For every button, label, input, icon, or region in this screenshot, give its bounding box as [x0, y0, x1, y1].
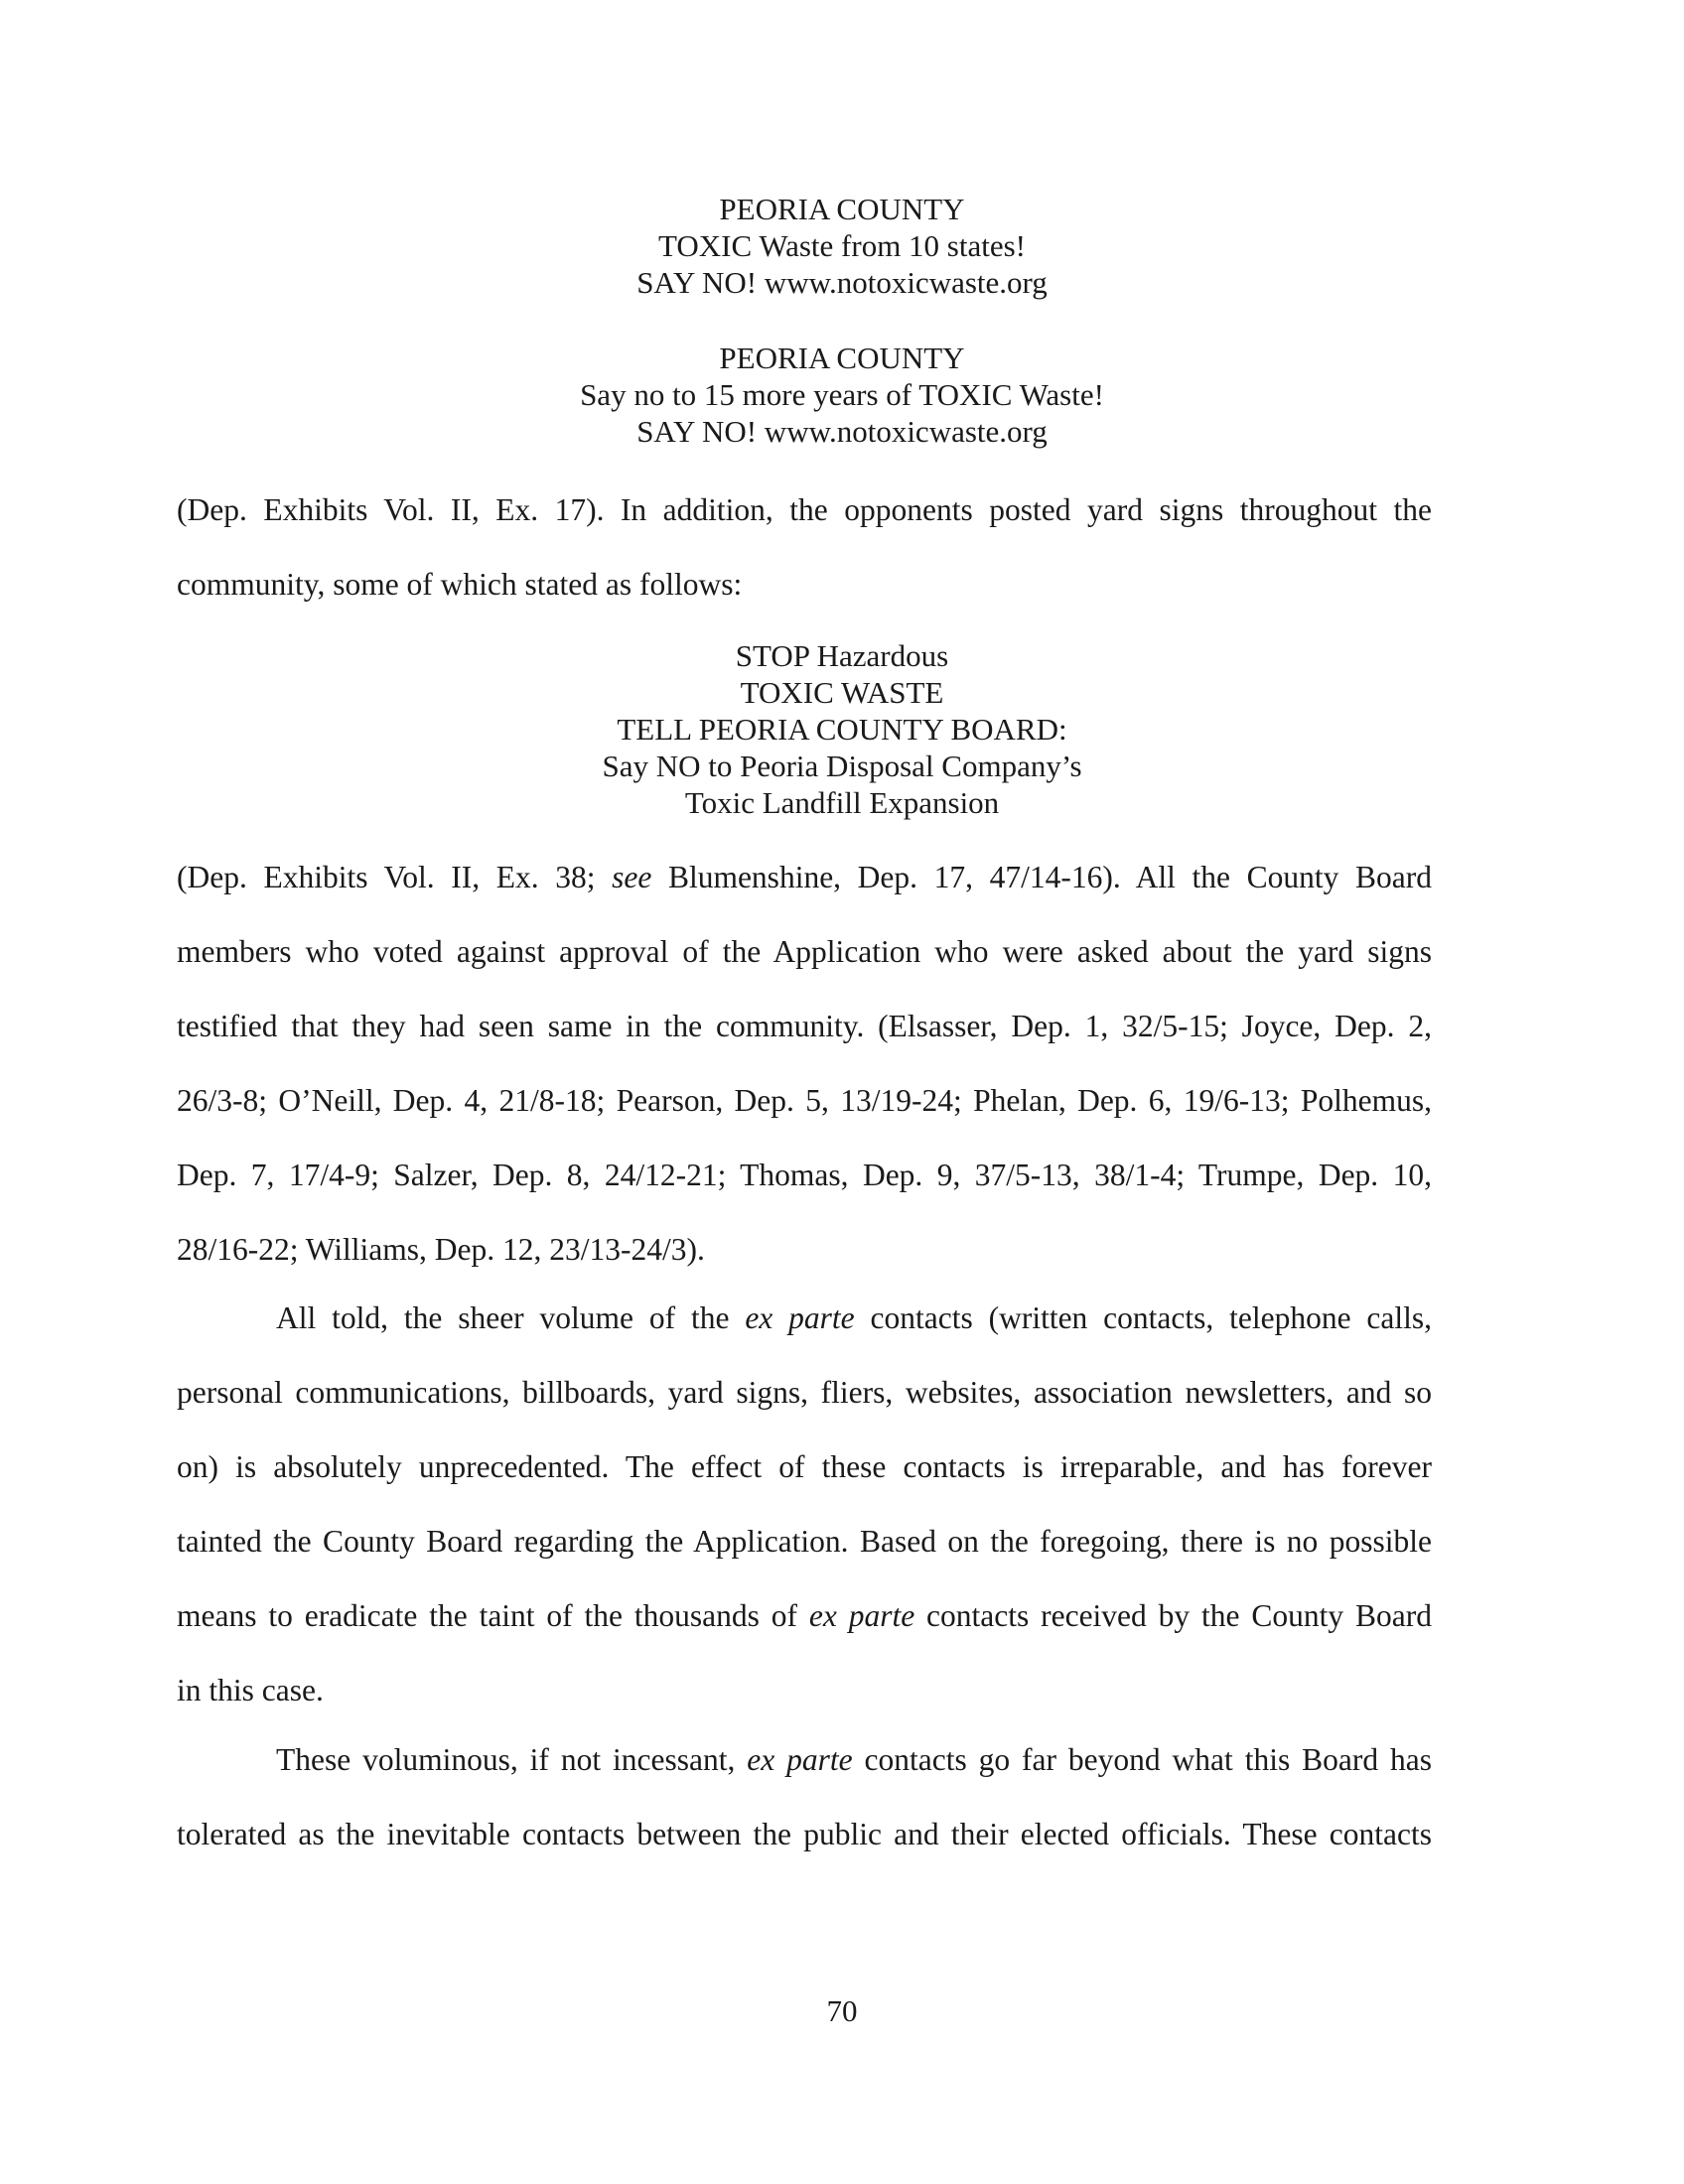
paragraph-line: tolerated as the inevitable contacts between the public and their elected officials. These contacts	[177, 1817, 1432, 1851]
paragraph-exhibit-17	[177, 473, 1432, 621]
quote-line: TELL PEORIA COUNTY BOARD:	[617, 712, 1067, 747]
paragraph-line: community, some of which stated as follows:	[177, 567, 743, 602]
page-number: 70	[826, 1993, 858, 2028]
paragraph-line: members who voted against approval of the Application who were asked about the yard signs	[177, 934, 1432, 969]
quote-line: TOXIC Waste from 10 states!	[657, 228, 1027, 263]
paragraph-line: personal communications, billboards, yard signs, fliers, websites, association newsletters, and so	[177, 1375, 1432, 1410]
billboard-quote-2	[0, 340, 1684, 450]
paragraph-line: (Dep. Exhibits Vol. II, Ex. 38; see Blumenshine, Dep. 17, 47/14-16). All the County Board	[177, 860, 1432, 894]
italic-see: see	[612, 860, 652, 894]
quote-line: SAY NO! www.notoxicwaste.org	[636, 414, 1048, 449]
italic-ex-parte: ex parte	[808, 1598, 915, 1633]
paragraph-line: These voluminous, if not incessant, ex parte contacts go far beyond what this Board has	[276, 1742, 1432, 1777]
paragraph-line: means to eradicate the taint of the thousands of ex parte contacts received by the County Board	[177, 1598, 1432, 1633]
quote-line: PEORIA COUNTY	[719, 341, 965, 375]
paragraph-line: in this case.	[177, 1673, 324, 1707]
paragraph-voluminous	[177, 1722, 1432, 1871]
paragraph-line: tainted the County Board regarding the Application. Based on the foregoing, there is no possible	[177, 1524, 1432, 1559]
paragraph-line: 26/3-8; O’Neill, Dep. 4, 21/8-18; Pearson, Dep. 5, 13/19-24; Phelan, Dep. 6, 19/6-13; Polhemus,	[177, 1083, 1432, 1118]
italic-ex-parte: ex parte	[747, 1742, 853, 1777]
paragraph-line: 28/16-22; Williams, Dep. 12, 23/13-24/3).	[177, 1232, 705, 1267]
paragraph-line: (Dep. Exhibits Vol. II, Ex. 17). In addition, the opponents posted yard signs throughout the	[177, 492, 1432, 527]
quote-line: PEORIA COUNTY	[719, 192, 965, 226]
quote-line: TOXIC WASTE	[740, 675, 944, 710]
paragraph-line: Dep. 7, 17/4-9; Salzer, Dep. 8, 24/12-21; Thomas, Dep. 9, 37/5-13, 38/1-4; Trumpe, Dep. 10,	[177, 1158, 1432, 1192]
billboard-quote-1	[0, 191, 1684, 301]
quote-line: Toxic Landfill Expansion	[684, 785, 1000, 820]
paragraph-yard-signs	[177, 840, 1432, 1287]
italic-ex-parte: ex parte	[745, 1300, 855, 1335]
quote-line: Say NO to Peoria Disposal Company’s	[602, 749, 1082, 783]
paragraph-line: on) is absolutely unprecedented. The effect of these contacts is irreparable, and has forever	[177, 1449, 1432, 1484]
paragraph-line: testified that they had seen same in the community. (Elsasser, Dep. 1, 32/5-15; Joyce, Dep. 2,	[177, 1009, 1432, 1043]
quote-line: SAY NO! www.notoxicwaste.org	[636, 265, 1048, 300]
quote-line: STOP Hazardous	[735, 638, 949, 673]
paragraph-line: All told, the sheer volume of the ex parte contacts (written contacts, telephone calls,	[276, 1300, 1433, 1335]
paragraph-all-told	[177, 1281, 1432, 1727]
quote-line: Say no to 15 more years of TOXIC Waste!	[580, 377, 1104, 412]
yard-sign-quote	[0, 637, 1684, 821]
